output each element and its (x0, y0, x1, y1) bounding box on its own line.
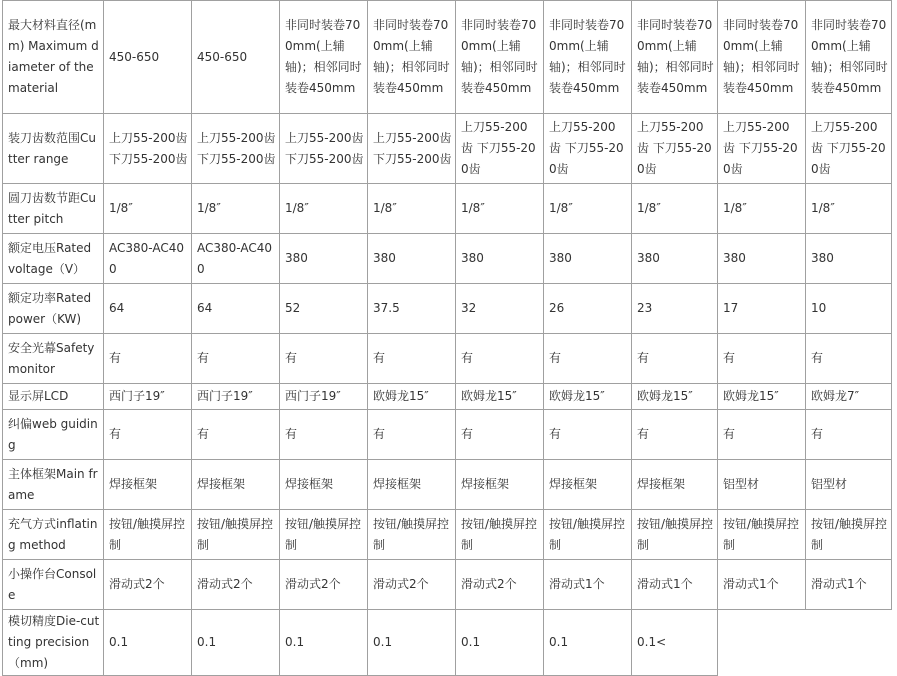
table-cell (280, 560, 368, 610)
table-cell (280, 410, 368, 460)
table-cell (544, 410, 632, 460)
row-label-text: 额定功率Rated power（KW) (8, 290, 92, 326)
table-cell (192, 234, 280, 284)
table-cell (192, 384, 280, 410)
table-cell-text: 欧姆龙15″ (549, 389, 605, 403)
table-cell (280, 284, 368, 334)
table-cell (368, 114, 456, 184)
table-cell-text: 铝型材 (723, 477, 760, 491)
table-cell-text: 有 (723, 351, 736, 365)
table-cell-text: 有 (723, 427, 736, 441)
table-cell (192, 284, 280, 334)
table-cell-text: 焊接框架 (285, 477, 334, 491)
table-cell (806, 510, 892, 560)
table-cell-text: 有 (109, 427, 122, 441)
table-cell (368, 284, 456, 334)
table-cell (368, 384, 456, 410)
row-label (3, 384, 104, 410)
table-cell-text: 17 (723, 301, 739, 315)
table-cell (806, 334, 892, 384)
row-label (3, 234, 104, 284)
row-label (3, 610, 104, 676)
table-cell (192, 410, 280, 460)
table-cell (718, 334, 806, 384)
table-cell (456, 410, 544, 460)
row-label (3, 460, 104, 510)
row-label (3, 1, 104, 114)
table-cell (718, 510, 806, 560)
table-cell-text: 1/8″ (197, 201, 221, 215)
table-cell-text: 有 (637, 427, 650, 441)
table-cell-text: 0.1 (373, 635, 393, 649)
table-row (3, 334, 892, 384)
table-cell-text: 非同时装卷700mm(上辅轴)；相邻同时装卷450mm (811, 18, 888, 95)
table-cell (718, 284, 806, 334)
table-cell-text: 西门子19″ (197, 389, 253, 403)
table-cell (806, 184, 892, 234)
table-cell-text: 焊接框架 (461, 477, 510, 491)
table-cell (718, 410, 806, 460)
table-cell-text: 上刀55-200齿下刀55-200齿 (197, 130, 276, 166)
table-cell-text: 按钮/触摸屏控制 (811, 516, 888, 552)
table-cell-text: 非同时装卷700mm(上辅轴)；相邻同时装卷450mm (637, 18, 714, 95)
table-cell (456, 184, 544, 234)
table-cell (368, 610, 456, 676)
table-cell (632, 410, 718, 460)
table-cell-text: 欧姆龙15″ (461, 389, 517, 403)
table-cell (192, 114, 280, 184)
table-cell (632, 334, 718, 384)
table-cell (632, 560, 718, 610)
table-cell (544, 510, 632, 560)
table-cell-text: 上刀55-200 齿 下刀55-200齿 (723, 120, 798, 176)
table-cell (544, 114, 632, 184)
table-cell (192, 610, 280, 676)
table-cell-text: 上刀55-200齿下刀55-200齿 (109, 130, 188, 166)
table-cell (806, 284, 892, 334)
table-cell-text: 0.1< (637, 635, 667, 649)
table-cell (104, 284, 192, 334)
table-cell-text: 37.5 (373, 301, 400, 315)
table-cell (544, 184, 632, 234)
table-cell (104, 510, 192, 560)
table-cell-text: 滑动式2个 (285, 577, 341, 591)
table-cell (544, 284, 632, 334)
table-cell (806, 1, 892, 114)
row-label-text: 模切精度Die-cutting precision（mm) (8, 614, 100, 670)
table-cell-text: 西门子19″ (285, 389, 341, 403)
table-cell-text: 按钮/触摸屏控制 (637, 516, 714, 552)
table-cell (104, 334, 192, 384)
table-cell-text: 欧姆龙15″ (723, 389, 779, 403)
table-cell (544, 334, 632, 384)
table-cell-text: 450-650 (197, 49, 248, 64)
table-cell-text: 上刀55-200齿下刀55-200齿 (373, 130, 452, 166)
table-cell-text: 有 (811, 351, 824, 365)
table-cell-text: 欧姆龙15″ (373, 389, 429, 403)
table-cell (718, 384, 806, 410)
row-label (3, 410, 104, 460)
table-cell-text: 滑动式1个 (549, 577, 605, 591)
table-row (3, 184, 892, 234)
table-cell-text: 按钮/触摸屏控制 (197, 516, 274, 552)
table-cell (192, 510, 280, 560)
table-cell (806, 384, 892, 410)
table-cell-text: 0.1 (109, 635, 129, 649)
table-cell (280, 114, 368, 184)
table-cell (544, 560, 632, 610)
table-cell-text: 上刀55-200 齿 下刀55-200齿 (811, 120, 886, 176)
table-cell (632, 510, 718, 560)
table-cell-text: 按钮/触摸屏控制 (285, 516, 362, 552)
table-cell (368, 1, 456, 114)
table-cell (104, 114, 192, 184)
row-label-text: 最大材料直径(mm) Maximum diameter of the material (8, 18, 99, 95)
table-cell (280, 510, 368, 560)
table-cell (192, 184, 280, 234)
table-cell (544, 610, 632, 676)
table-cell-text: 滑动式1个 (637, 577, 693, 591)
table-cell (632, 460, 718, 510)
table-cell (104, 560, 192, 610)
table-row (3, 410, 892, 460)
table-cell-text: 欧姆龙7″ (811, 389, 860, 403)
table-cell-text: 有 (461, 351, 474, 365)
row-label-text: 充气方式inflating method (8, 516, 98, 552)
table-cell (456, 384, 544, 410)
table-cell-text: 380 (637, 251, 660, 265)
table-cell (806, 460, 892, 510)
row-label (3, 560, 104, 610)
table-cell-text: 滑动式2个 (461, 577, 517, 591)
table-cell-text: 西门子19″ (109, 389, 165, 403)
table-cell-text: 380 (461, 251, 484, 265)
table-cell (718, 1, 806, 114)
table-cell-text: 380 (285, 251, 308, 265)
table-cell-text: 380 (373, 251, 396, 265)
row-label-text: 纠偏web guiding (8, 416, 98, 452)
table-cell (632, 1, 718, 114)
table-cell (806, 234, 892, 284)
table-cell (368, 184, 456, 234)
table-cell (544, 460, 632, 510)
table-cell-text: 上刀55-200齿下刀55-200齿 (285, 130, 364, 166)
table-cell-text: 0.1 (285, 635, 305, 649)
table-cell-text: 非同时装卷700mm(上辅轴)；相邻同时装卷450mm (723, 18, 800, 95)
table-cell (456, 234, 544, 284)
table-cell (456, 334, 544, 384)
table-cell (368, 234, 456, 284)
table-cell-text: 按钮/触摸屏控制 (723, 516, 800, 552)
table-cell (456, 560, 544, 610)
table-cell (632, 284, 718, 334)
row-label-text: 安全光幕Safety monitor (8, 340, 95, 376)
table-cell (718, 234, 806, 284)
table-cell (280, 460, 368, 510)
table-cell (104, 610, 192, 676)
table-row (3, 510, 892, 560)
table-cell-text: 按钮/触摸屏控制 (461, 516, 538, 552)
table-cell (718, 460, 806, 510)
table-cell (718, 184, 806, 234)
table-cell-text: 有 (373, 427, 386, 441)
table-cell (280, 384, 368, 410)
table-cell-text: 450-650 (109, 49, 160, 64)
table-cell (280, 234, 368, 284)
table-cell (280, 610, 368, 676)
table-cell-text: 有 (549, 351, 562, 365)
row-label-text: 额定电压Rated voltage（V） (8, 240, 92, 276)
row-label-text: 圆刀齿数节距Cutter pitch (8, 190, 96, 226)
table-cell (806, 114, 892, 184)
table-row (3, 610, 892, 676)
table-cell (280, 334, 368, 384)
table-cell (456, 510, 544, 560)
table-cell-text: 64 (109, 301, 125, 315)
table-cell-text: 铝型材 (811, 477, 848, 491)
table-cell-text: 上刀55-200 齿 下刀55-200齿 (637, 120, 712, 176)
table-cell (456, 610, 544, 676)
spec-table-body (3, 1, 892, 676)
row-label-text: 显示屏LCD (8, 389, 69, 403)
row-label (3, 184, 104, 234)
empty-cell (806, 610, 892, 676)
table-cell (192, 560, 280, 610)
table-cell-text: 64 (197, 301, 213, 315)
table-cell-text: 有 (549, 427, 562, 441)
table-cell-text: 滑动式2个 (197, 577, 253, 591)
table-cell-text: 有 (109, 351, 122, 365)
table-cell-text: 1/8″ (285, 201, 309, 215)
table-cell-text: 10 (811, 301, 827, 315)
row-label-text: 装刀齿数范围Cutter range (8, 130, 96, 166)
table-cell-text: 有 (811, 427, 824, 441)
table-cell (104, 410, 192, 460)
table-cell-text: 52 (285, 301, 301, 315)
table-cell-text: 有 (285, 351, 298, 365)
table-cell-text: 按钮/触摸屏控制 (549, 516, 626, 552)
table-cell (544, 234, 632, 284)
table-cell (368, 334, 456, 384)
table-row (3, 284, 892, 334)
table-cell (632, 184, 718, 234)
table-cell-text: 非同时装卷700mm(上辅轴)；相邻同时装卷450mm (373, 18, 450, 95)
table-cell (456, 114, 544, 184)
table-row (3, 384, 892, 410)
table-cell (368, 460, 456, 510)
table-cell-text: 欧姆龙15″ (637, 389, 693, 403)
table-cell (192, 1, 280, 114)
table-cell-text: 1/8″ (549, 201, 573, 215)
table-cell-text: 非同时装卷700mm(上辅轴)；相邻同时装卷450mm (285, 18, 362, 95)
table-row (3, 460, 892, 510)
table-cell-text: 滑动式2个 (109, 577, 165, 591)
table-cell (368, 410, 456, 460)
row-label-text: 小操作台Console (8, 566, 97, 602)
table-cell-text: 0.1 (197, 635, 217, 649)
table-cell-text: 0.1 (461, 635, 481, 649)
table-cell-text: 32 (461, 301, 477, 315)
table-cell-text: 焊接框架 (637, 477, 686, 491)
table-cell-text: 26 (549, 301, 565, 315)
empty-cell (718, 610, 806, 676)
table-cell (718, 560, 806, 610)
table-cell (104, 384, 192, 410)
table-cell-text: 滑动式1个 (723, 577, 779, 591)
table-cell (806, 410, 892, 460)
table-cell (104, 234, 192, 284)
table-cell-text: 有 (285, 427, 298, 441)
table-cell (192, 334, 280, 384)
table-cell-text: 1/8″ (373, 201, 397, 215)
row-label (3, 510, 104, 560)
table-cell (104, 460, 192, 510)
row-label (3, 284, 104, 334)
table-cell-text: 1/8″ (109, 201, 133, 215)
table-cell (368, 560, 456, 610)
table-cell-text: 焊接框架 (109, 477, 158, 491)
table-cell (632, 384, 718, 410)
table-cell (632, 114, 718, 184)
table-row (3, 560, 892, 610)
table-cell-text: 有 (197, 351, 210, 365)
table-cell-text: 380 (549, 251, 572, 265)
table-cell-text: AC380-AC400 (109, 240, 184, 276)
table-cell (718, 114, 806, 184)
table-cell-text: 1/8″ (723, 201, 747, 215)
table-cell-text: 滑动式2个 (373, 577, 429, 591)
table-cell-text: 上刀55-200 齿 下刀55-200齿 (549, 120, 624, 176)
table-cell (456, 460, 544, 510)
table-cell-text: 上刀55-200 齿 下刀55-200齿 (461, 120, 536, 176)
table-cell-text: 滑动式1个 (811, 577, 867, 591)
table-cell-text: 焊接框架 (373, 477, 422, 491)
table-cell (104, 1, 192, 114)
table-cell (280, 1, 368, 114)
table-cell-text: 1/8″ (637, 201, 661, 215)
table-cell-text: 有 (461, 427, 474, 441)
table-row (3, 114, 892, 184)
row-label (3, 114, 104, 184)
table-cell (806, 560, 892, 610)
spec-table (2, 0, 892, 676)
table-cell (104, 184, 192, 234)
table-cell-text: 有 (637, 351, 650, 365)
table-cell (632, 234, 718, 284)
table-cell (456, 284, 544, 334)
table-cell-text: 有 (197, 427, 210, 441)
table-cell-text: 非同时装卷700mm(上辅轴)；相邻同时装卷450mm (461, 18, 538, 95)
table-row (3, 1, 892, 114)
row-label-text: 主体框架Main frame (8, 466, 98, 502)
table-cell-text: 按钮/触摸屏控制 (373, 516, 450, 552)
table-row (3, 234, 892, 284)
table-cell (632, 610, 718, 676)
table-cell-text: 0.1 (549, 635, 569, 649)
table-cell-text: 1/8″ (461, 201, 485, 215)
table-cell-text: 焊接框架 (549, 477, 598, 491)
row-label (3, 334, 104, 384)
table-cell (368, 510, 456, 560)
table-cell (544, 1, 632, 114)
table-cell-text: AC380-AC400 (197, 240, 272, 276)
table-cell (456, 1, 544, 114)
table-cell-text: 23 (637, 301, 653, 315)
table-cell-text: 非同时装卷700mm(上辅轴)；相邻同时装卷450mm (549, 18, 626, 95)
table-cell-text: 焊接框架 (197, 477, 246, 491)
table-cell (192, 460, 280, 510)
table-cell (280, 184, 368, 234)
table-cell-text: 有 (373, 351, 386, 365)
table-cell-text: 380 (723, 251, 746, 265)
table-cell (544, 384, 632, 410)
table-cell-text: 1/8″ (811, 201, 835, 215)
table-cell-text: 380 (811, 251, 834, 265)
table-cell-text: 按钮/触摸屏控制 (109, 516, 186, 552)
